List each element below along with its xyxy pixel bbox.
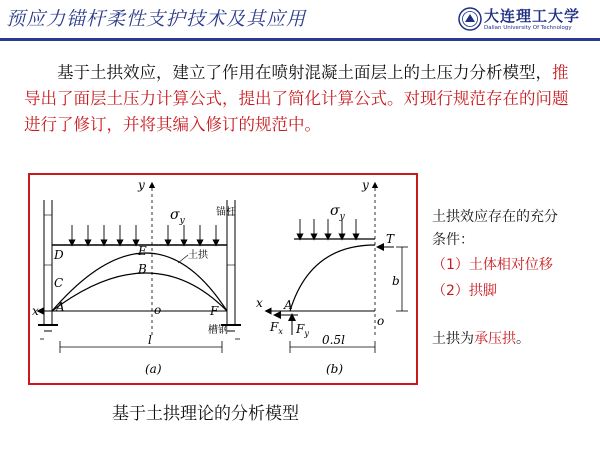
point-F: F [210, 304, 219, 318]
side-note-line2: 条件： [432, 232, 474, 248]
paragraph-highlight: 推导出了面层土压力计算公式，提出了简化计算公式。对现行规范存在的问题进行了修订，并将其编入修订的规范中。 [24, 63, 569, 134]
university-emblem-icon [458, 7, 482, 31]
fig-b-sigma: $\sigma_y$ [330, 203, 345, 222]
fig-a-y-label: y [138, 178, 145, 192]
fig-b-load-arrows [300, 219, 356, 237]
point-E: E [138, 244, 147, 258]
figure-caption: 基于土拱理论的分析模型 [112, 404, 299, 424]
paragraph-text: 基于土拱效应，建立了作用在喷射混凝土面层上的土压力分析模型， [57, 63, 552, 82]
figure-box [28, 173, 418, 385]
conclusion: 土拱为承压拱。 [432, 331, 530, 347]
fig-b-x-label: x [256, 296, 263, 310]
side-note-line1: 土拱效应存在的充分 [432, 209, 558, 225]
fig-b-T: T [386, 232, 395, 246]
figure-b [256, 178, 408, 376]
body-paragraph [24, 60, 580, 138]
logo-subtext: Dalian University Of Technology [484, 25, 572, 31]
fig-b-o: o [377, 314, 385, 328]
fig-b-Fx: $F_x$ [270, 320, 283, 336]
fig-b-b: b [392, 274, 400, 288]
figure-a [32, 178, 241, 376]
fig-a-sigma: $\sigma_y$ [170, 207, 185, 226]
analysis-diagram [30, 175, 416, 383]
point-A: A [56, 300, 65, 314]
fig-b-y-label: y [362, 178, 369, 192]
point-D: D [54, 248, 64, 262]
channel-steel-label: 槽钢 [208, 325, 228, 336]
point-o: o [154, 303, 162, 317]
half-arch [290, 245, 375, 311]
anchor-rod-label: 锚杆 [216, 207, 236, 218]
point-C: C [54, 276, 64, 290]
fig-a-caption: (a) [145, 362, 162, 376]
fig-a-x-label: x [32, 304, 39, 318]
fig-b-half-span: 0.5l [322, 333, 345, 347]
soil-arch-label: 土拱 [188, 250, 208, 261]
header-divider [0, 38, 600, 41]
slide-title: 预应力锚杆柔性支护技术及其应用 [6, 8, 307, 30]
logo-text: 大连理工大学 [484, 7, 581, 25]
condition-2: （2）拱脚 [432, 283, 497, 299]
condition-1: （1）土体相对位移 [432, 257, 553, 273]
university-logo [458, 4, 598, 36]
span-label: l [148, 333, 152, 347]
fig-b-caption: (b) [326, 362, 344, 376]
load-arrows [72, 225, 216, 243]
fig-b-A: A [284, 298, 293, 312]
fig-b-Fy: $F_y$ [296, 322, 309, 338]
point-B: B [138, 262, 147, 276]
